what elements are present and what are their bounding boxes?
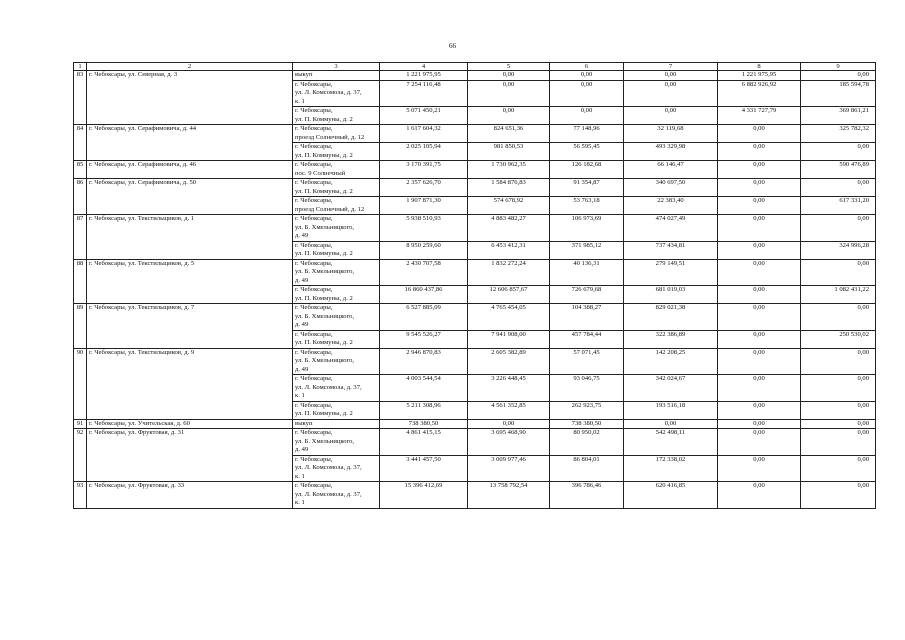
- value-col-7: 829 021,38: [624, 304, 718, 331]
- value-col-9: 0,00: [801, 375, 876, 402]
- value-col-8: 0,00: [718, 259, 801, 286]
- column-header-3: 3: [293, 63, 380, 71]
- source-address: г. Чебоксары, ул. П. Коммуны, д. 2: [293, 330, 380, 348]
- value-col-7: 620 416,85: [624, 482, 718, 509]
- table-row: [74, 161, 876, 179]
- value-col-7: 322 386,89: [624, 330, 718, 348]
- value-col-6: 126 182,68: [550, 161, 624, 179]
- source-address: г. Чебоксары, ул. Б. Хмельницкого, д. 49: [293, 304, 380, 331]
- object-address: г. Чебоксары, ул. Текстильщиков, д. 1: [87, 215, 293, 260]
- source-address: г. Чебоксары, ул. П. Коммуны, д. 2: [293, 107, 380, 125]
- value-col-4: 738 380,50: [380, 419, 468, 429]
- value-col-5: 0,00: [468, 71, 550, 81]
- value-col-9: 369 861,21: [801, 107, 876, 125]
- value-col-9: 0,00: [801, 429, 876, 456]
- value-col-6: 262 923,75: [550, 401, 624, 419]
- value-col-6: 40 136,31: [550, 259, 624, 286]
- value-col-9: 0,00: [801, 348, 876, 375]
- value-col-8: 4 331 727,79: [718, 107, 801, 125]
- value-col-7: 0,00: [624, 71, 718, 81]
- value-col-8: 0,00: [718, 286, 801, 304]
- source-address: г. Чебоксары, ул. Л. Комсомола, д. 37, к. 1: [293, 455, 380, 482]
- value-col-5: 12 606 857,67: [468, 286, 550, 304]
- value-col-6: 91 354,87: [550, 179, 624, 197]
- source-address: г. Чебоксары, ул. П. Коммуны, д. 2: [293, 241, 380, 259]
- source-address: г. Чебоксары, проезд Солнечный, д. 12: [293, 197, 380, 215]
- table-row: [74, 125, 876, 143]
- column-header-2: 2: [87, 63, 293, 71]
- value-col-7: 32 119,68: [624, 125, 718, 143]
- value-col-5: 0,00: [468, 107, 550, 125]
- value-col-4: 3 441 457,50: [380, 455, 468, 482]
- value-col-5: 0,00: [468, 80, 550, 107]
- source-address: г. Чебоксары, ул. П. Коммуны, д. 2: [293, 179, 380, 197]
- value-col-6: 0,00: [550, 107, 624, 125]
- value-col-7: 0,00: [624, 80, 718, 107]
- value-col-7: 279 149,51: [624, 259, 718, 286]
- value-col-4: 1 617 604,32: [380, 125, 468, 143]
- value-col-8: 0,00: [718, 197, 801, 215]
- table-row: [74, 215, 876, 242]
- value-col-8: 0,00: [718, 429, 801, 456]
- value-col-8: 1 221 975,95: [718, 71, 801, 81]
- value-col-6: 53 763,18: [550, 197, 624, 215]
- value-col-9: 0,00: [801, 419, 876, 429]
- value-col-4: 2 357 626,70: [380, 179, 468, 197]
- value-col-6: 106 973,69: [550, 215, 624, 242]
- table-row: [74, 429, 876, 456]
- value-col-4: 7 254 116,48: [380, 80, 468, 107]
- row-number: 93: [74, 482, 87, 509]
- column-header-4: 4: [380, 63, 468, 71]
- value-col-7: 474 027,49: [624, 215, 718, 242]
- object-address: г. Чебоксары, ул. Фруктовая, д. 33: [87, 482, 293, 509]
- value-col-7: 66 146,47: [624, 161, 718, 179]
- value-col-6: 726 679,68: [550, 286, 624, 304]
- source-address: г. Чебоксары, ул. Л. Комсомола, д. 37, к. 1: [293, 80, 380, 107]
- value-col-4: 3 170 391,75: [380, 161, 468, 179]
- value-col-6: 80 950,02: [550, 429, 624, 456]
- column-header-9: 9: [801, 63, 876, 71]
- value-col-4: 8 950 259,60: [380, 241, 468, 259]
- source-address: г. Чебоксары, ул. Б. Хмельницкого, д. 49: [293, 215, 380, 242]
- object-address: г. Чебоксары, ул. Серафимовича, д. 44: [87, 125, 293, 161]
- source-address: г. Чебоксары, пос. 9 Солнечный: [293, 161, 380, 179]
- value-col-4: 5 211 308,96: [380, 401, 468, 419]
- table-row: [74, 419, 876, 429]
- value-col-5: 1 730 962,35: [468, 161, 550, 179]
- value-col-4: 1 907 871,30: [380, 197, 468, 215]
- object-address: г. Чебоксары, ул. Серафимовича, д. 46: [87, 161, 293, 179]
- value-col-5: 6 453 412,31: [468, 241, 550, 259]
- value-col-4: 2 946 870,83: [380, 348, 468, 375]
- value-col-6: 57 071,45: [550, 348, 624, 375]
- data-table: [73, 62, 876, 509]
- value-col-4: 4 003 544,54: [380, 375, 468, 402]
- source-address: выкуп: [293, 71, 380, 81]
- source-address: г. Чебоксары, ул. П. Коммуны, д. 2: [293, 143, 380, 161]
- value-col-9: 185 594,78: [801, 80, 876, 107]
- source-address: г. Чебоксары, ул. Б. Хмельницкого, д. 49: [293, 429, 380, 456]
- value-col-6: 0,00: [550, 71, 624, 81]
- object-address: г. Чебоксары, ул. Текстильщиков, д. 9: [87, 348, 293, 419]
- header-row: [74, 63, 876, 71]
- value-col-7: 342 024,67: [624, 375, 718, 402]
- value-col-8: 0,00: [718, 143, 801, 161]
- value-col-9: 0,00: [801, 259, 876, 286]
- object-address: г. Чебоксары, ул. Северная, д. 3: [87, 71, 293, 125]
- value-col-8: 0,00: [718, 161, 801, 179]
- row-number: 84: [74, 125, 87, 161]
- source-address: г. Чебоксары, ул. Л. Комсомола, д. 37, к. 1: [293, 375, 380, 402]
- value-col-9: 0,00: [801, 71, 876, 81]
- value-col-4: 5 071 450,21: [380, 107, 468, 125]
- row-number: 92: [74, 429, 87, 482]
- value-col-9: 0,00: [801, 482, 876, 509]
- value-col-4: 1 221 975,95: [380, 71, 468, 81]
- value-col-5: 981 850,53: [468, 143, 550, 161]
- value-col-9: 250 530,02: [801, 330, 876, 348]
- table-row: [74, 179, 876, 197]
- value-col-5: 0,00: [468, 419, 550, 429]
- value-col-6: 93 046,75: [550, 375, 624, 402]
- value-col-9: 0,00: [801, 179, 876, 197]
- value-col-4: 2 430 707,58: [380, 259, 468, 286]
- value-col-8: 0,00: [718, 348, 801, 375]
- value-col-4: 2 025 105,94: [380, 143, 468, 161]
- value-col-6: 738 380,50: [550, 419, 624, 429]
- source-address: г. Чебоксары, ул. П. Коммуны, д. 2: [293, 401, 380, 419]
- value-col-8: 0,00: [718, 179, 801, 197]
- value-col-9: 0,00: [801, 143, 876, 161]
- table-row: [74, 482, 876, 509]
- value-col-7: 22 383,40: [624, 197, 718, 215]
- object-address: г. Чебоксары, ул. Фруктовая, д. 31: [87, 429, 293, 482]
- value-col-7: 193 516,18: [624, 401, 718, 419]
- row-number: 86: [74, 179, 87, 215]
- value-col-7: 0,00: [624, 107, 718, 125]
- value-col-6: 104 388,27: [550, 304, 624, 331]
- value-col-5: 824 651,36: [468, 125, 550, 143]
- value-col-9: 0,00: [801, 215, 876, 242]
- column-header-1: 1: [74, 63, 87, 71]
- value-col-9: 617 331,20: [801, 197, 876, 215]
- value-col-9: 0,00: [801, 304, 876, 331]
- page-number: 66: [449, 42, 456, 50]
- value-col-5: 13 758 792,54: [468, 482, 550, 509]
- table-row: [74, 348, 876, 375]
- value-col-9: 324 996,28: [801, 241, 876, 259]
- table-row: [74, 259, 876, 286]
- row-number: 85: [74, 161, 87, 179]
- value-col-8: 0,00: [718, 455, 801, 482]
- value-col-8: 0,00: [718, 330, 801, 348]
- value-col-6: 56 595,45: [550, 143, 624, 161]
- value-col-5: 3 695 468,90: [468, 429, 550, 456]
- value-col-4: 5 938 510,93: [380, 215, 468, 242]
- column-header-8: 8: [718, 63, 801, 71]
- value-col-5: 4 561 352,85: [468, 401, 550, 419]
- row-number: 88: [74, 259, 87, 304]
- value-col-7: 493 329,98: [624, 143, 718, 161]
- value-col-7: 542 498,11: [624, 429, 718, 456]
- value-col-7: 681 019,03: [624, 286, 718, 304]
- value-col-9: 0,00: [801, 401, 876, 419]
- value-col-5: 4 883 482,27: [468, 215, 550, 242]
- value-col-4: 15 396 412,69: [380, 482, 468, 509]
- source-address: г. Чебоксары, проезд Солнечный, д. 12: [293, 125, 380, 143]
- value-col-5: 2 605 382,89: [468, 348, 550, 375]
- value-col-6: 0,00: [550, 80, 624, 107]
- row-number: 83: [74, 71, 87, 125]
- table-row: [74, 71, 876, 81]
- value-col-4: 4 861 415,15: [380, 429, 468, 456]
- value-col-7: 340 697,50: [624, 179, 718, 197]
- value-col-8: 0,00: [718, 215, 801, 242]
- value-col-6: 86 804,01: [550, 455, 624, 482]
- object-address: г. Чебоксары, ул. Текстильщиков, д. 5: [87, 259, 293, 304]
- value-col-5: 3 009 977,46: [468, 455, 550, 482]
- value-col-9: 0,00: [801, 455, 876, 482]
- value-col-8: 0,00: [718, 375, 801, 402]
- object-address: г. Чебоксары, ул. Учительская, д. 60: [87, 419, 293, 429]
- value-col-7: 0,00: [624, 419, 718, 429]
- value-col-8: 0,00: [718, 304, 801, 331]
- value-col-5: 7 941 908,00: [468, 330, 550, 348]
- value-col-7: 737 434,81: [624, 241, 718, 259]
- value-col-9: 590 476,89: [801, 161, 876, 179]
- value-col-8: 0,00: [718, 125, 801, 143]
- object-address: г. Чебоксары, ул. Текстильщиков, д. 7: [87, 304, 293, 349]
- row-number: 87: [74, 215, 87, 260]
- row-number: 90: [74, 348, 87, 419]
- value-col-5: 3 226 448,45: [468, 375, 550, 402]
- value-col-8: 0,00: [718, 401, 801, 419]
- value-col-4: 16 860 437,86: [380, 286, 468, 304]
- value-col-8: 6 882 926,92: [718, 80, 801, 107]
- value-col-8: 0,00: [718, 419, 801, 429]
- value-col-6: 77 148,96: [550, 125, 624, 143]
- source-address: г. Чебоксары, ул. Б. Хмельницкого, д. 49: [293, 259, 380, 286]
- row-number: 89: [74, 304, 87, 349]
- value-col-8: 0,00: [718, 482, 801, 509]
- column-header-5: 5: [468, 63, 550, 71]
- value-col-9: 1 082 431,22: [801, 286, 876, 304]
- source-address: г. Чебоксары, ул. П. Коммуны, д. 2: [293, 286, 380, 304]
- value-col-5: 574 678,92: [468, 197, 550, 215]
- value-col-6: 371 985,12: [550, 241, 624, 259]
- value-col-9: 325 782,32: [801, 125, 876, 143]
- value-col-6: 396 786,46: [550, 482, 624, 509]
- column-header-7: 7: [624, 63, 718, 71]
- row-number: 91: [74, 419, 87, 429]
- source-address: г. Чебоксары, ул. Л. Комсомола, д. 37, к. 1: [293, 482, 380, 509]
- source-address: г. Чебоксары, ул. Б. Хмельницкого, д. 49: [293, 348, 380, 375]
- value-col-8: 0,00: [718, 241, 801, 259]
- column-header-6: 6: [550, 63, 624, 71]
- value-col-7: 142 208,25: [624, 348, 718, 375]
- source-address: выкуп: [293, 419, 380, 429]
- value-col-6: 457 784,44: [550, 330, 624, 348]
- value-col-4: 9 545 526,27: [380, 330, 468, 348]
- value-col-5: 1 584 876,83: [468, 179, 550, 197]
- object-address: г. Чебоксары, ул. Серафимовича, д. 50: [87, 179, 293, 215]
- value-col-4: 6 527 885,09: [380, 304, 468, 331]
- value-col-7: 172 338,02: [624, 455, 718, 482]
- value-col-5: 4 765 454,05: [468, 304, 550, 331]
- table-row: [74, 304, 876, 331]
- value-col-5: 1 832 272,24: [468, 259, 550, 286]
